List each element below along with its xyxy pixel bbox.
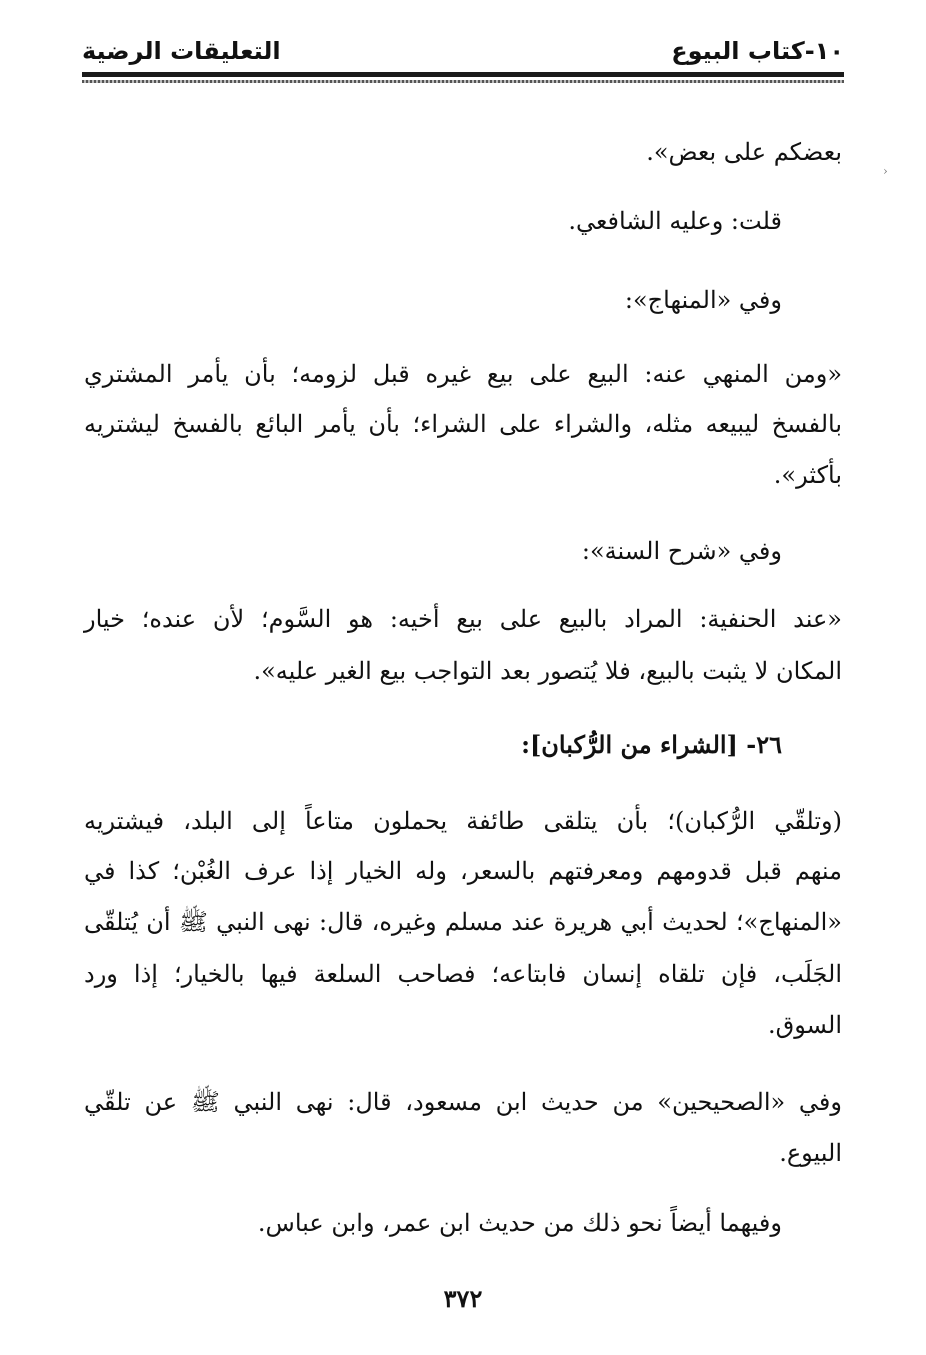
quote-line: بأكثر».	[773, 461, 842, 489]
running-header	[82, 30, 844, 74]
text-line: وفي «شرح السنة»:	[581, 537, 782, 565]
chapter-title: ١٠-كتاب البيوع	[671, 37, 844, 65]
text-line: قلت: وعليه الشافعي.	[568, 207, 782, 235]
paragraph-line: البيوع.	[779, 1139, 842, 1167]
paragraph-line: منهم قبل قدومهم ومعرفتهم بالسعر، وله الخيار إذا عرف الغُبْن؛ كذا في	[84, 857, 842, 885]
paragraph-line: وفي «الصحيحين» من حديث ابن مسعود، قال: نهى النبي ﷺ عن تلقّي	[84, 1088, 842, 1116]
margin-mark: ›	[883, 164, 888, 178]
section-heading: ٢٦- [الشراء من الرُّكبان]:	[521, 730, 782, 759]
text-line: وفي «المنهاج»:	[624, 286, 782, 314]
quote-line: المكان لا يثبت بالبيع، فلا يُتصور بعد التواجب بيع الغير عليه».	[253, 657, 842, 685]
paragraph-line: «المنهاج»؛ لحديث أبي هريرة عند مسلم وغيره، قال: نهى النبي ﷺ أن يُتلقّى	[84, 908, 842, 936]
header-rule	[82, 72, 844, 77]
quote-line: «ومن المنهي عنه: البيع على بيع غيره قبل لزومه؛ بأن يأمر المشتري	[84, 360, 842, 388]
book-title: التعليقات الرضية	[82, 37, 281, 65]
paragraph-line: الجَلَب، فإن تلقاه إنسان فابتاعه؛ فصاحب السلعة فيها بالخيار؛ إذا ورد	[84, 960, 842, 988]
text-line: بعضكم على بعض».	[646, 138, 842, 166]
page-number: ٣٧٢	[443, 1284, 483, 1313]
paragraph-line: (وتلقّي الرُّكبان)؛ بأن يتلقى طائفة يحملون متاعاً إلى البلد، فيشتريه	[84, 807, 842, 835]
header-rule-dotted	[82, 80, 844, 83]
quote-line: «عند الحنفية: المراد بالبيع على بيع أخيه: هو السَّوم؛ لأن عنده؛ خيار	[84, 605, 842, 633]
paragraph-line: السوق.	[767, 1011, 842, 1039]
quote-line: بالفسخ ليبيعه مثله، والشراء على الشراء؛ بأن يأمر البائع بالفسخ ليشتريه	[84, 410, 842, 438]
paragraph-line: وفيهما أيضاً نحو ذلك من حديث ابن عمر، وابن عباس.	[257, 1209, 782, 1237]
